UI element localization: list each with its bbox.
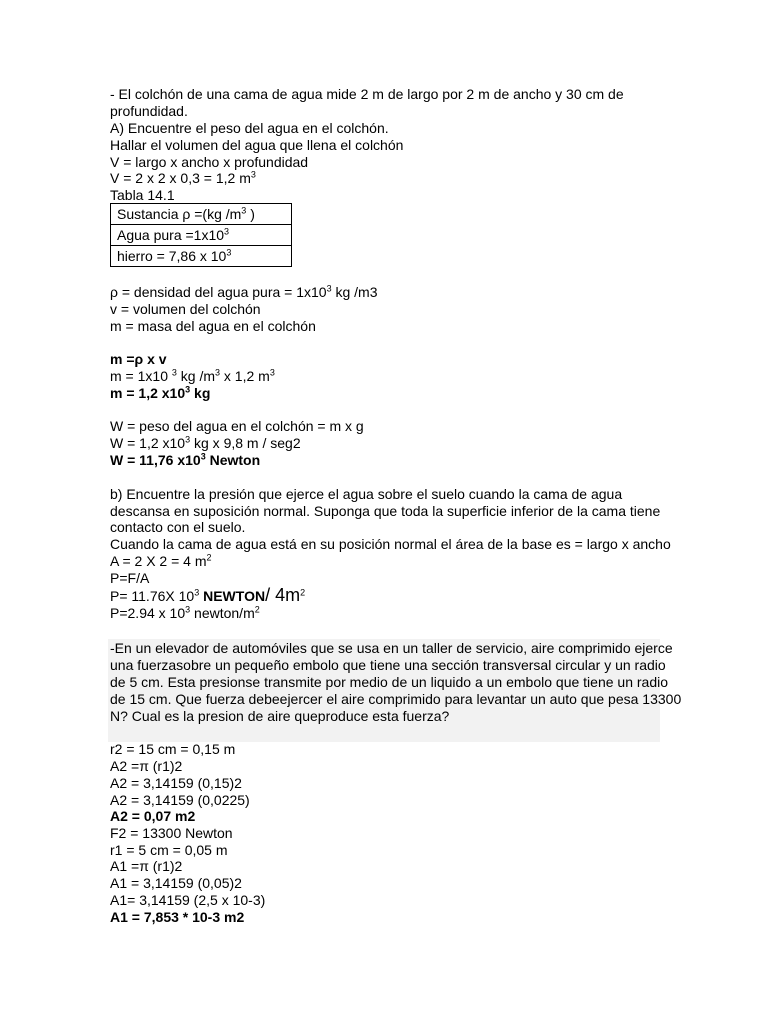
cell-exponent: 3 — [226, 246, 232, 257]
solution-line: A2 =π (r1)2 — [110, 758, 183, 774]
volume-instruction: Hallar el volumen del agua que llena el colchón — [110, 137, 404, 153]
problem2-line1: -En un elevador de automóviles que se usa en un taller de servicio, aire comprimido ejerce — [110, 640, 673, 656]
density-definition — [110, 284, 378, 301]
mass-calc-exponent: 3 — [171, 367, 177, 378]
cell-text: Sustancia ρ =(kg /m — [117, 205, 242, 222]
part-b-line3: contacto con el suelo. — [110, 519, 246, 535]
area-exponent: 2 — [206, 552, 212, 563]
mass-calc-part: kg /m — [176, 368, 216, 384]
table-row — [111, 204, 292, 225]
pressure-calc-area: / 4m — [265, 585, 301, 605]
solution-line: F2 = 13300 Newton — [110, 825, 233, 841]
mass-calc-part: x 1,2 m — [220, 368, 270, 384]
mass-definition: m = masa del agua en el colchón — [110, 318, 316, 334]
mass-calc-exponent: 3 — [215, 367, 221, 378]
volume-formula: V = largo x ancho x profundidad — [110, 154, 309, 170]
cell-text: hierro = 7,86 x 10 — [117, 247, 227, 264]
mass-calc-part: m = 1x10 — [110, 368, 172, 384]
part-b-line2: descansa en suposición normal. Suponga que toda la superficie inferior de la cama tiene — [110, 503, 661, 519]
weight-definition: W = peso del agua en el colchón = m x g — [110, 418, 364, 434]
mass-result-exponent: 3 — [185, 384, 191, 395]
part-b-line4: Cuando la cama de agua está en su posición normal el área de la base es = largo x ancho — [110, 536, 671, 552]
cell-tail: ) — [246, 205, 255, 222]
cell-exponent: 3 — [241, 204, 247, 215]
pressure-result — [110, 605, 260, 622]
mass-calc-exponent: 3 — [269, 367, 275, 378]
weight-calc-part: kg x 9,8 m / seg2 — [190, 435, 301, 451]
volume-calc-text: V = 2 x 2 x 0,3 = 1,2 m — [110, 170, 251, 186]
pressure-formula: P=F/A — [110, 570, 150, 586]
problem2-line4: de 15 cm. Que fuerza debeejercer el aire comprimido para levantar un auto que pesa 13300 — [110, 691, 682, 707]
cell-exponent: 3 — [224, 225, 230, 236]
pressure-calc-newton: NEWTON — [199, 588, 266, 604]
solution-line: A1 = 3,14159 (0,05)2 — [110, 875, 242, 891]
solution-line: A2 = 3,14159 (0,0225) — [110, 792, 250, 808]
solution-line: A1 =π (r1)2 — [110, 858, 183, 874]
problem2-line3: de 5 cm. Esta presionse transmite por medio de un liquido a un embolo que tiene un radio — [110, 674, 669, 690]
problem2-line2: una fuerzasobre un pequeño embolo que tiene una sección transversal circular y un radio — [110, 657, 666, 673]
solution-line: r2 = 15 cm = 0,15 m — [110, 741, 236, 757]
table-title: Tabla 14.1 — [110, 187, 175, 203]
mass-calculation — [110, 368, 275, 385]
weight-calculation — [110, 435, 301, 452]
solution-line: A1= 3,14159 (2,5 x 10-3) — [110, 892, 266, 908]
density-def-text: ρ = densidad del agua pura = 1x10 — [110, 284, 327, 300]
pressure-calc-text: P= 11.76X 10 — [110, 588, 195, 604]
weight-calc-part: W = 1,2 x10 — [110, 435, 186, 451]
problem2-line5: N? Cual es la presion de aire queproduce esta fuerza? — [110, 708, 450, 724]
mass-result-text: m = 1,2 x10 — [110, 385, 186, 401]
part-a-question: A) Encuentre el peso del agua en el colchón. — [110, 120, 389, 136]
density-def-exponent: 3 — [326, 283, 332, 294]
solution-line-a2-result: A2 = 0,07 m2 — [110, 808, 196, 824]
density-def-unit: kg /m3 — [331, 284, 378, 300]
table-row — [111, 225, 292, 246]
solution-line: r1 = 5 cm = 0,05 m — [110, 842, 228, 858]
solution-line: A2 = 3,14159 (0,15)2 — [110, 775, 242, 791]
volume-definition: v = volumen del colchón — [110, 301, 261, 317]
mass-result-unit: kg — [190, 385, 211, 401]
weight-calc-exponent: 3 — [185, 434, 191, 445]
pressure-result-unit: newton/m — [190, 605, 255, 621]
pressure-result-exponent2: 2 — [254, 604, 260, 615]
volume-calculation — [110, 170, 256, 187]
table-row — [111, 246, 292, 267]
weight-result-text: W = 11,76 x10 — [110, 452, 201, 468]
mass-result — [110, 385, 210, 402]
table-cell — [111, 204, 292, 225]
table-cell — [111, 246, 292, 267]
weight-result — [110, 452, 260, 469]
pressure-calculation — [110, 587, 305, 605]
volume-calc-exponent: 3 — [250, 169, 256, 180]
pressure-calc-exponent: 3 — [194, 587, 200, 598]
pressure-result-text: P=2.94 x 10 — [110, 605, 186, 621]
weight-result-exponent: 3 — [200, 451, 206, 462]
area-text: A = 2 X 2 = 4 m — [110, 553, 207, 569]
part-b-line1: b) Encuentre la presión que ejerce el agua sobre el suelo cuando la cama de agua — [110, 486, 623, 502]
pressure-result-exponent: 3 — [185, 604, 191, 615]
table-cell — [111, 225, 292, 246]
cell-text: Agua pura =1x10 — [117, 226, 225, 243]
problem1-statement-line2: profundidad. — [110, 103, 188, 119]
solution-line-a1-result: A1 = 7,853 * 10-3 m2 — [110, 909, 245, 925]
area-calculation — [110, 553, 212, 570]
problem1-statement-line1: - El colchón de una cama de agua mide 2 m de largo por 2 m de ancho y 30 cm de — [110, 86, 624, 102]
pressure-calc-exponent2: 2 — [300, 587, 306, 598]
weight-result-unit: Newton — [205, 452, 261, 468]
mass-formula: m =ρ x v — [110, 351, 167, 367]
density-table — [110, 203, 292, 267]
